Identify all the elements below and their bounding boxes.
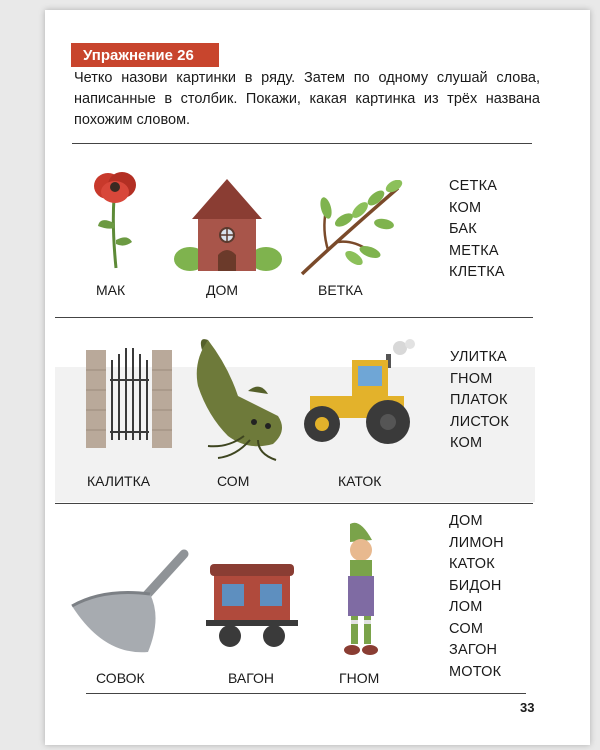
divider-top	[72, 143, 532, 144]
branch-picture	[298, 180, 408, 278]
exercise-instructions: Четко назови картинки в ряду. Затем по одному слушай слова, написанные в столбик. Покажи, какая картинка из трёх названа похожим словом.	[74, 70, 540, 128]
caption-row2-2: СОМ	[217, 473, 250, 489]
gnome-picture	[338, 520, 384, 660]
word-item: ГНОМ	[450, 370, 493, 387]
word-item: МОТОК	[449, 663, 502, 680]
page-number: 33	[520, 700, 535, 715]
word-item: ДОМ	[449, 513, 483, 529]
caption-row3-3: ГНОМ	[339, 670, 380, 686]
dustpan-picture	[64, 548, 192, 660]
word-item: МЕТКА	[449, 242, 499, 259]
word-item: ЗАГОН	[449, 642, 498, 658]
word-item: ЛИМОН	[449, 534, 504, 551]
caption-row2-1: КАЛИТКА	[87, 473, 151, 489]
wagon-picture	[202, 560, 302, 650]
word-item: БАК	[449, 221, 477, 237]
caption-row3-1: СОВОК	[96, 670, 145, 686]
divider-row1	[55, 317, 533, 318]
word-item: КОМ	[449, 199, 482, 216]
caption-row1-2: ДОМ	[206, 282, 239, 298]
word-item: СЕТКА	[449, 178, 498, 194]
caption-row1-3: ВЕТКА	[318, 282, 363, 298]
word-item: БИДОН	[449, 577, 502, 594]
word-item: СОМ	[449, 620, 484, 637]
catfish-picture	[188, 336, 298, 464]
word-item: ЛОМ	[449, 599, 483, 615]
word-item: ЛИСТОК	[450, 413, 510, 430]
word-item: ПЛАТОК	[450, 392, 508, 408]
word-item: КОМ	[450, 435, 483, 451]
word-item: КАТОК	[449, 556, 495, 572]
poppy-flower-picture	[88, 168, 143, 273]
road-roller-picture	[300, 336, 426, 448]
caption-row1-1: МАК	[96, 282, 126, 298]
word-list-row3	[449, 511, 504, 683]
word-list-row1	[449, 176, 505, 284]
exercise-title: Упражнение 26	[71, 43, 219, 67]
word-item: УЛИТКА	[450, 349, 507, 365]
divider-row2	[55, 503, 533, 504]
word-item: КЛЕТКА	[449, 264, 505, 280]
house-picture	[172, 175, 284, 273]
caption-row3-2: ВАГОН	[228, 670, 275, 686]
gate-picture	[84, 340, 174, 450]
caption-row2-3: КАТОК	[338, 473, 382, 489]
divider-bottom	[86, 693, 526, 694]
word-list-row2	[450, 347, 509, 455]
